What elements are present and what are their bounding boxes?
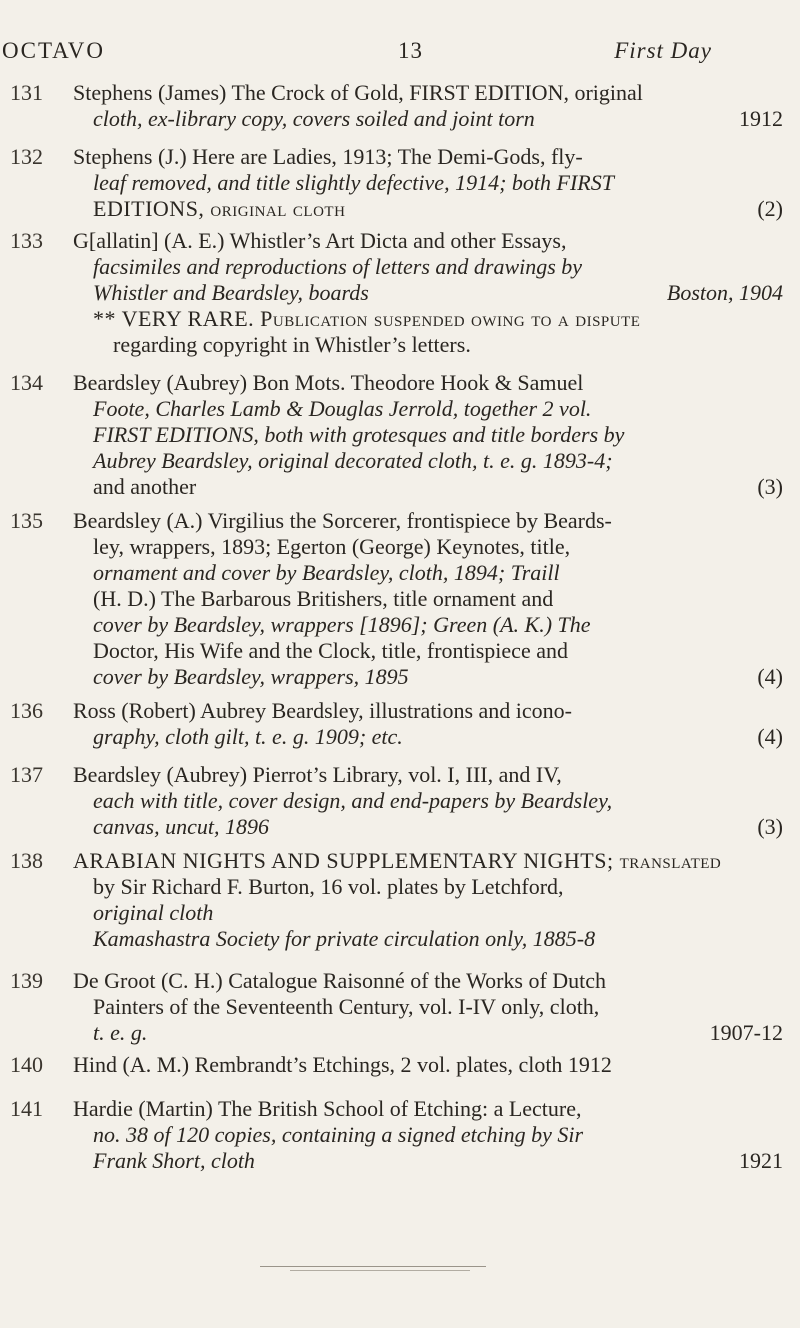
- header-sale-day: First Day: [614, 38, 712, 63]
- lot-line: Kamashastra Society for private circulation only, 1885-8: [93, 926, 596, 951]
- lot-note: regarding copyright in Whistler’s letters.: [113, 332, 471, 357]
- lot-number: 137: [10, 762, 43, 787]
- lot-number: 136: [10, 698, 43, 723]
- lot-line: original cloth: [93, 900, 214, 925]
- lot-line: each with title, cover design, and end-papers by Beardsley,: [93, 788, 613, 813]
- lot-description: [73, 370, 783, 500]
- lot-description: [73, 762, 783, 840]
- lot-quantity: (2): [757, 196, 783, 221]
- lot-line: cover by Beardsley, wrappers, 1895: [93, 664, 409, 689]
- lot-description: [73, 80, 783, 132]
- lot-quantity: (4): [757, 724, 783, 749]
- lot-year: 1921: [739, 1148, 783, 1173]
- lot-number: 138: [10, 848, 43, 873]
- lot-description: [73, 228, 783, 358]
- lot-line: Stephens (J.) Here are Ladies, 1913; The Demi-Gods, fly-: [73, 144, 583, 169]
- lot-year: 1907-12: [709, 1020, 783, 1045]
- lot-line: by Sir Richard F. Burton, 16 vol. plates by Letchford,: [93, 874, 564, 899]
- page-number: 13: [398, 38, 423, 63]
- lot-line: cover by Beardsley, wrappers [1896]; Green (A. K.) The: [93, 612, 591, 637]
- lot-description: [73, 508, 783, 690]
- lot-line: Hind (A. M.) Rembrandt’s Etchings, 2 vol. plates, cloth 1912: [73, 1052, 612, 1077]
- lot-description: [73, 1052, 783, 1078]
- lot-line: De Groot (C. H.) Catalogue Raisonné of the Works of Dutch: [73, 968, 607, 993]
- lot-number: 140: [10, 1052, 43, 1077]
- header-format: OCTAVO: [2, 38, 106, 63]
- lot-line: and another: [93, 474, 197, 499]
- lot-line: no. 38 of 120 copies, containing a signed etching by Sir: [93, 1122, 584, 1147]
- lot-number: 133: [10, 228, 43, 253]
- lot-description: [73, 968, 783, 1046]
- lot-line: Beardsley (Aubrey) Bon Mots. Theodore Hook & Samuel: [73, 370, 584, 395]
- lot-line: Frank Short, cloth: [93, 1148, 255, 1173]
- lot-line: G[allatin] (A. E.) Whistler’s Art Dicta and other Essays,: [73, 228, 567, 253]
- lot-quantity: (3): [757, 814, 783, 839]
- lot-number: 139: [10, 968, 43, 993]
- lot-year: 1912: [739, 106, 783, 131]
- lot-line: graphy, cloth gilt, t. e. g. 1909; etc.: [93, 724, 403, 749]
- lot-number: 141: [10, 1096, 43, 1121]
- end-rule: [260, 1266, 486, 1267]
- end-rule: [290, 1270, 470, 1271]
- page-header: [0, 38, 800, 78]
- lot-line: Foote, Charles Lamb & Douglas Jerrold, together 2 vol.: [93, 396, 592, 421]
- lot-number: 131: [10, 80, 43, 105]
- lot-line: ornament and cover by Beardsley, cloth, 1894; Traill: [93, 560, 560, 585]
- lot-line: EDITIONS, original cloth: [93, 196, 346, 221]
- lot-line: ARABIAN NIGHTS AND SUPPLEMENTARY NIGHTS; translated: [73, 848, 722, 873]
- lot-quantity: (4): [757, 664, 783, 689]
- lot-line: cloth, ex-library copy, covers soiled and joint torn: [93, 106, 535, 131]
- lot-line: (H. D.) The Barbarous Britishers, title ornament and: [93, 586, 554, 611]
- lot-line: Whistler and Beardsley, boards: [93, 280, 369, 305]
- lot-line: leaf removed, and title slightly defective, 1914; both FIRST: [93, 170, 614, 195]
- lot-line: Beardsley (Aubrey) Pierrot’s Library, vol. I, III, and IV,: [73, 762, 562, 787]
- lot-line: Stephens (James) The Crock of Gold, FIRST EDITION, original: [73, 80, 643, 105]
- lot-line: t. e. g.: [93, 1020, 148, 1045]
- lot-line: Painters of the Seventeenth Century, vol. I-IV only, cloth,: [93, 994, 600, 1019]
- lot-line: Ross (Robert) Aubrey Beardsley, illustrations and icono-: [73, 698, 572, 723]
- lot-description: [73, 144, 783, 222]
- lot-line: Aubrey Beardsley, original decorated cloth, t. e. g. 1893-4;: [93, 448, 613, 473]
- lot-description: [73, 698, 783, 750]
- lot-number: 135: [10, 508, 43, 533]
- lot-place-year: Boston, 1904: [666, 280, 783, 305]
- lot-note: ** VERY RARE. Publication suspended owing to a dispute: [93, 306, 641, 331]
- lot-line: canvas, uncut, 1896: [93, 814, 269, 839]
- lot-line: ley, wrappers, 1893; Egerton (George) Keynotes, title,: [93, 534, 571, 559]
- lot-line: facsimiles and reproductions of letters and drawings by: [93, 254, 583, 279]
- lot-number: 134: [10, 370, 43, 395]
- lot-line: Beardsley (A.) Virgilius the Sorcerer, frontispiece by Beards-: [73, 508, 612, 533]
- lot-quantity: (3): [757, 474, 783, 499]
- lot-description: [73, 1096, 783, 1174]
- lot-description: [73, 848, 783, 952]
- lot-number: 132: [10, 144, 43, 169]
- lot-line: FIRST EDITIONS, both with grotesques and title borders by: [93, 422, 625, 447]
- lot-line: Doctor, His Wife and the Clock, title, frontispiece and: [93, 638, 568, 663]
- lot-line: Hardie (Martin) The British School of Etching: a Lecture,: [73, 1096, 582, 1121]
